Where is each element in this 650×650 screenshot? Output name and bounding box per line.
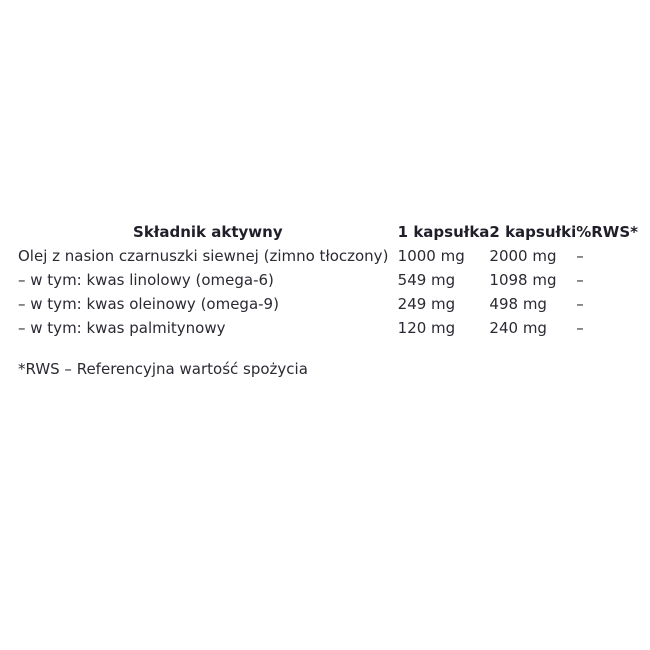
value-1-capsule: 549 mg [397,271,456,289]
value-1-capsule: 120 mg [397,319,456,337]
value-rws: – [576,319,584,337]
ingredient-cell: Olej z nasion czarnuszki siewnej (zimno tłoczony) [18,247,389,265]
table-header-row [18,220,638,244]
header-2-capsules: 2 kapsułki [489,223,577,241]
header-rws: %RWS* [576,223,638,241]
header-ingredient: Składnik aktywny [133,223,283,241]
table-row [18,268,638,292]
nutrition-table [18,220,638,340]
ingredient-cell: – w tym: kwas oleinowy (omega-9) [18,295,279,313]
nutrition-panel [18,220,638,381]
table-row [18,316,638,340]
value-2-capsules: 1098 mg [489,271,557,289]
table-row [18,292,638,316]
value-rws: – [576,271,584,289]
value-2-capsules: 2000 mg [489,247,557,265]
value-2-capsules: 240 mg [489,319,547,337]
ingredient-cell: – w tym: kwas palmitynowy [18,319,226,337]
value-rws: – [576,247,584,265]
value-rws: – [576,295,584,313]
ingredient-cell: – w tym: kwas linolowy (omega-6) [18,271,274,289]
table-row [18,244,638,268]
value-1-capsule: 1000 mg [397,247,465,265]
value-2-capsules: 498 mg [489,295,547,313]
rws-footnote: *RWS – Referencyjna wartość spożycia [18,360,308,378]
header-1-capsule: 1 kapsułka [397,223,490,241]
value-1-capsule: 249 mg [397,295,456,313]
